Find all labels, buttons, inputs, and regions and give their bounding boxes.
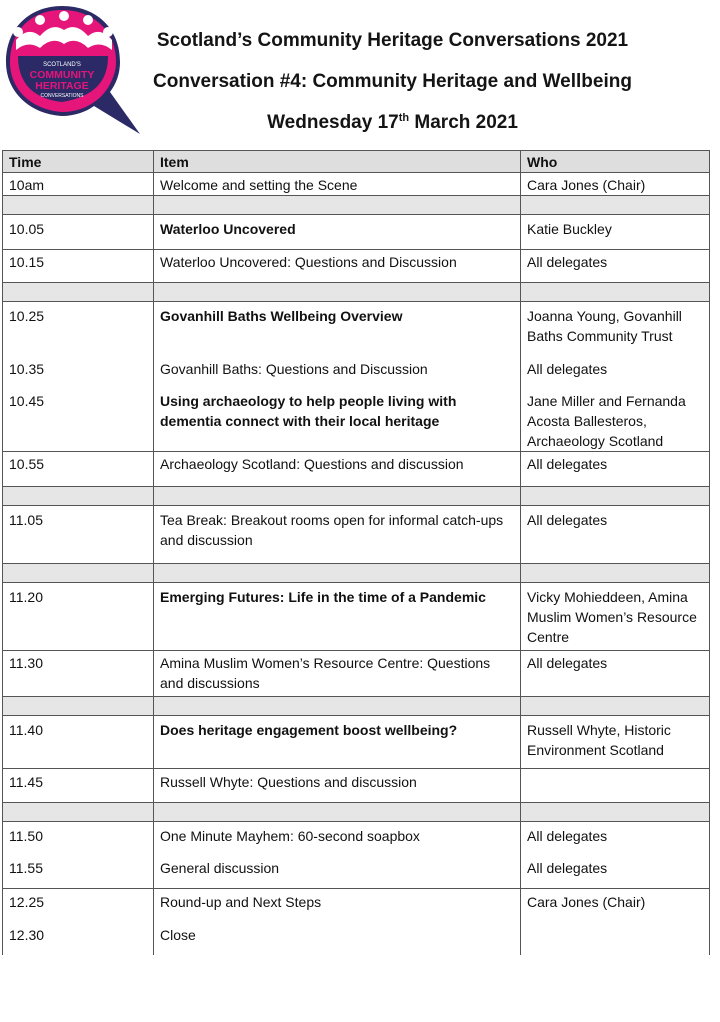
row-time: 11.20 bbox=[3, 583, 154, 651]
row-who: Jane Miller and Fernanda Acosta Ballesteros, Archaeology Scotland bbox=[521, 389, 710, 452]
schedule-row bbox=[3, 923, 710, 955]
logo-line3: HERITAGE bbox=[35, 80, 89, 92]
spacer-row bbox=[3, 487, 710, 506]
schedule-row bbox=[3, 389, 710, 452]
row-time: 12.30 bbox=[3, 923, 154, 955]
header-time: Time bbox=[3, 151, 154, 173]
row-item: General discussion bbox=[154, 856, 521, 889]
schedule-row bbox=[3, 856, 710, 889]
schedule-row bbox=[3, 716, 710, 769]
row-who: All delegates bbox=[521, 822, 710, 857]
row-who bbox=[521, 769, 710, 803]
spacer-row bbox=[3, 697, 710, 716]
row-who: All delegates bbox=[521, 357, 710, 389]
row-who: All delegates bbox=[521, 506, 710, 564]
row-item: Amina Muslim Women’s Resource Centre: Questions and discussions bbox=[154, 651, 521, 697]
spacer-row bbox=[3, 196, 710, 215]
row-item: One Minute Mayhem: 60-second soapbox bbox=[154, 822, 521, 857]
schedule-table bbox=[2, 150, 710, 955]
row-time: 11.50 bbox=[3, 822, 154, 857]
schedule-row bbox=[3, 769, 710, 803]
header-item: Item bbox=[154, 151, 521, 173]
schedule-row bbox=[3, 215, 710, 250]
schedule-row bbox=[3, 302, 710, 358]
event-date-month-year: March 2021 bbox=[409, 112, 518, 133]
row-item: Close bbox=[154, 923, 521, 955]
row-who: Cara Jones (Chair) bbox=[521, 173, 710, 196]
row-item: Archaeology Scotland: Questions and discussion bbox=[154, 452, 521, 487]
row-who: Cara Jones (Chair) bbox=[521, 889, 710, 924]
row-who: Vicky Mohieddeen, Amina Muslim Women’s Resource Centre bbox=[521, 583, 710, 651]
schedule-row bbox=[3, 506, 710, 564]
row-time: 10.35 bbox=[3, 357, 154, 389]
row-time: 10.15 bbox=[3, 250, 154, 283]
event-date-prefix: Wednesday 17 bbox=[267, 112, 399, 133]
row-time: 11.40 bbox=[3, 716, 154, 769]
row-who: Katie Buckley bbox=[521, 215, 710, 250]
row-time: 11.45 bbox=[3, 769, 154, 803]
spacer-row bbox=[3, 283, 710, 302]
row-item: Russell Whyte: Questions and discussion bbox=[154, 769, 521, 803]
row-who bbox=[521, 923, 710, 955]
row-item: Using archaeology to help people living with dementia connect with their local heritage bbox=[154, 389, 521, 452]
row-who: All delegates bbox=[521, 856, 710, 889]
header-who: Who bbox=[521, 151, 710, 173]
row-item: Tea Break: Breakout rooms open for informal catch-ups and discussion bbox=[154, 506, 521, 564]
schedule-row bbox=[3, 889, 710, 924]
row-item: Govanhill Baths Wellbeing Overview bbox=[154, 302, 521, 358]
row-item: Round-up and Next Steps bbox=[154, 889, 521, 924]
row-time: 11.05 bbox=[3, 506, 154, 564]
row-time: 10.55 bbox=[3, 452, 154, 487]
row-item: Govanhill Baths: Questions and Discussion bbox=[154, 357, 521, 389]
row-time: 10.45 bbox=[3, 389, 154, 452]
row-time: 11.30 bbox=[3, 651, 154, 697]
row-who: Joanna Young, Govanhill Baths Community Trust bbox=[521, 302, 710, 358]
schedule-row bbox=[3, 357, 710, 389]
logo-line2: COMMUNITY bbox=[29, 69, 95, 81]
schedule-row bbox=[3, 651, 710, 697]
conversation-subtitle: Conversation #4: Community Heritage and Wellbeing bbox=[153, 71, 632, 92]
spacer-row bbox=[3, 803, 710, 822]
logo-line1: SCOTLAND'S bbox=[43, 62, 81, 68]
row-time: 11.55 bbox=[3, 856, 154, 889]
row-item: Waterloo Uncovered: Questions and Discussion bbox=[154, 250, 521, 283]
logo-line4: CONVERSATIONS bbox=[40, 93, 84, 99]
schedule-row bbox=[3, 583, 710, 651]
row-who: All delegates bbox=[521, 651, 710, 697]
row-who: Russell Whyte, Historic Environment Scotland bbox=[521, 716, 710, 769]
schedule-row bbox=[3, 173, 710, 196]
row-who: All delegates bbox=[521, 250, 710, 283]
schedule-header-row bbox=[3, 151, 710, 173]
row-time: 10.25 bbox=[3, 302, 154, 358]
event-date-suffix-sup: th bbox=[398, 112, 410, 124]
schedule-row bbox=[3, 822, 710, 857]
schedule-row bbox=[3, 250, 710, 283]
row-item: Welcome and setting the Scene bbox=[154, 173, 521, 196]
row-item: Emerging Futures: Life in the time of a Pandemic bbox=[154, 583, 521, 651]
row-item: Does heritage engagement boost wellbeing? bbox=[154, 716, 521, 769]
event-date bbox=[120, 112, 665, 134]
row-item: Waterloo Uncovered bbox=[154, 215, 521, 250]
row-time: 10am bbox=[3, 173, 154, 196]
schedule-row bbox=[3, 452, 710, 487]
document-title: Scotland’s Community Heritage Conversations 2021 bbox=[156, 30, 629, 51]
spacer-row bbox=[3, 564, 710, 583]
row-time: 12.25 bbox=[3, 889, 154, 924]
row-who: All delegates bbox=[521, 452, 710, 487]
row-time: 10.05 bbox=[3, 215, 154, 250]
